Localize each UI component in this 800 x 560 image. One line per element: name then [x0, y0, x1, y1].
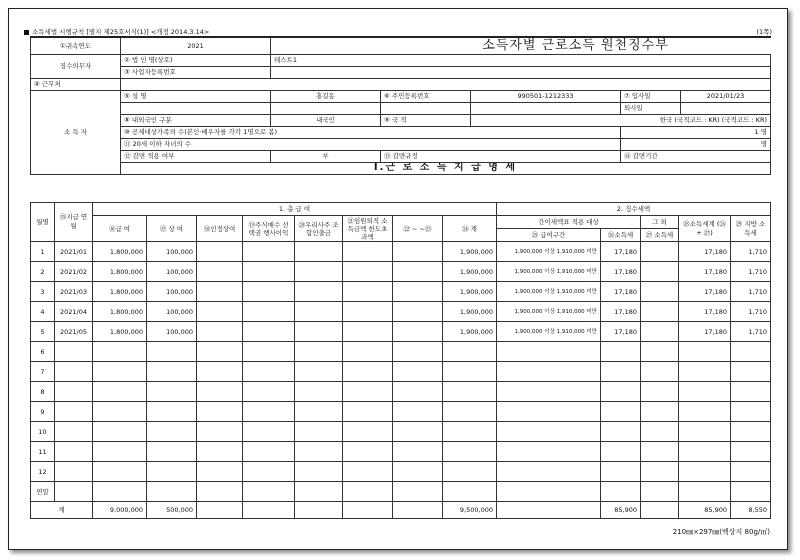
- cell-sum: [443, 462, 497, 482]
- cell-sum: [443, 422, 497, 442]
- total-local-tax: 8,550: [731, 502, 771, 519]
- cell-local: [731, 382, 771, 402]
- col-month: 월별: [31, 203, 55, 242]
- col-etc: ㉒ ~ ~㉓: [393, 216, 443, 242]
- col-other-tax: ㉗ 소득세: [641, 229, 679, 242]
- col-recognized-bonus: ⑱인정상여: [197, 216, 243, 242]
- cell-empty: [295, 402, 343, 422]
- reduction-label: ⑫ 감면 적용 여부: [121, 150, 271, 162]
- cell-range: [497, 342, 601, 362]
- cell-salary: [93, 462, 147, 482]
- table-row: [31, 262, 771, 282]
- cell-d: [55, 462, 93, 482]
- cell-empty: [243, 322, 295, 342]
- cell-m: 4: [31, 302, 55, 322]
- cell-m: 10: [31, 422, 55, 442]
- cell-salary: [93, 362, 147, 382]
- cell-empty: [197, 242, 243, 262]
- payer-section: 징수의무자: [31, 54, 121, 78]
- total-salary: 9,000,000: [93, 502, 147, 519]
- cell-empty: [393, 242, 443, 262]
- cell-d: [55, 402, 93, 422]
- cell-empty: [393, 442, 443, 462]
- cell-empty: [641, 342, 679, 362]
- cell-sum: [443, 482, 497, 502]
- cell-salary: 1,800,000: [93, 322, 147, 342]
- cell-d: 2021/05: [55, 322, 93, 342]
- cell-local: 1,710: [731, 322, 771, 342]
- company-name-value: 테스트1: [271, 54, 771, 66]
- cell-d: [55, 382, 93, 402]
- cell-bonus: [147, 482, 197, 502]
- cell-range: 1,900,000 이상 1,910,000 미만: [497, 282, 601, 302]
- cell-empty: [393, 462, 443, 482]
- cell-salary: 1,800,000: [93, 262, 147, 282]
- col-income-tax: ㉖소득세: [601, 229, 641, 242]
- cell-taxsum: [679, 362, 731, 382]
- cell-m: 연말: [31, 482, 55, 502]
- children-value: 명: [621, 138, 771, 150]
- cell-empty: [295, 342, 343, 362]
- cell-empty: [295, 382, 343, 402]
- cell-d: [55, 362, 93, 382]
- nationality-label: ⑨ 국 적: [381, 114, 471, 126]
- cell-empty: [641, 402, 679, 422]
- reduction-value: 부: [271, 150, 381, 162]
- cell-empty: [641, 422, 679, 442]
- cell-sum: 1,900,000: [443, 302, 497, 322]
- cell-range: 1,900,000 이상 1,910,000 미만: [497, 322, 601, 342]
- cell-m: 7: [31, 362, 55, 382]
- cell-bonus: [147, 382, 197, 402]
- cell-bonus: [147, 442, 197, 462]
- cell-tax: 17,180: [601, 282, 641, 302]
- cell-empty: [343, 402, 393, 422]
- cell-empty: [343, 302, 393, 322]
- cell-bonus: [147, 402, 197, 422]
- cell-tax: [601, 422, 641, 442]
- cell-empty: [243, 342, 295, 362]
- cell-taxsum: [679, 422, 731, 442]
- cell-tax: [601, 402, 641, 422]
- cell-local: [731, 482, 771, 502]
- payment-table: [30, 202, 771, 519]
- cell-salary: 1,800,000: [93, 242, 147, 262]
- cell-empty: [295, 422, 343, 442]
- cell-empty: [197, 262, 243, 282]
- table-row: [31, 302, 771, 322]
- cell-empty: [393, 322, 443, 342]
- cell-empty: [393, 482, 443, 502]
- col-bonus: ⑰ 상 여: [147, 216, 197, 242]
- square-bullet-icon: [24, 30, 29, 35]
- cell-empty: [343, 442, 393, 462]
- cell-empty: [393, 402, 443, 422]
- cell-taxsum: 17,180: [679, 262, 731, 282]
- cell-m: 1: [31, 242, 55, 262]
- year-label: ①귀속연도: [31, 37, 121, 54]
- cell-local: 1,710: [731, 242, 771, 262]
- cell-local: [731, 462, 771, 482]
- law-reference: [24, 27, 209, 36]
- cell-empty: [393, 342, 443, 362]
- resident-type-label: ⑧ 내외국인 구분: [121, 114, 271, 126]
- total-tax-sum: 85,900: [679, 502, 731, 519]
- cell-empty: [295, 442, 343, 462]
- cell-empty: [343, 462, 393, 482]
- cell-d: 2021/04: [55, 302, 93, 322]
- cell-local: 1,710: [731, 302, 771, 322]
- cell-d: 2021/01: [55, 242, 93, 262]
- info-table: [30, 36, 771, 175]
- cell-empty: [393, 282, 443, 302]
- cell-taxsum: 17,180: [679, 302, 731, 322]
- resident-id-value: 990501-1212333: [471, 90, 621, 102]
- cell-range: [497, 402, 601, 422]
- col-exec-retire: ㉑임원퇴직 소득금액 한도초과액: [343, 216, 393, 242]
- cell-empty: [393, 262, 443, 282]
- cell-m: 2: [31, 262, 55, 282]
- cell-empty: [243, 402, 295, 422]
- cell-taxsum: [679, 402, 731, 422]
- cell-salary: [93, 422, 147, 442]
- cell-range: [497, 422, 601, 442]
- cell-sum: 1,900,000: [443, 282, 497, 302]
- cell-sum: [443, 382, 497, 402]
- col-tax-sum: ㉘소득세계 (㉖ + ㉗): [679, 216, 731, 242]
- table-row: [31, 362, 771, 382]
- cell-bonus: [147, 422, 197, 442]
- cell-local: [731, 362, 771, 382]
- cell-local: [731, 342, 771, 362]
- cell-empty: [295, 302, 343, 322]
- cell-empty: [343, 262, 393, 282]
- cell-d: [55, 342, 93, 362]
- cell-empty: [393, 362, 443, 382]
- cell-empty: [243, 442, 295, 462]
- cell-empty: [243, 482, 295, 502]
- cell-empty: [197, 342, 243, 362]
- cell-sum: [443, 402, 497, 422]
- cell-tax: 17,180: [601, 262, 641, 282]
- cell-bonus: [147, 462, 197, 482]
- cell-salary: 1,800,000: [93, 302, 147, 322]
- total-sum: 9,500,000: [443, 502, 497, 519]
- cell-m: 8: [31, 382, 55, 402]
- cell-d: [55, 442, 93, 462]
- cell-empty: [641, 302, 679, 322]
- cell-sum: 1,900,000: [443, 322, 497, 342]
- table-row: [31, 322, 771, 342]
- cell-empty: [343, 282, 393, 302]
- col-group-tax: 2. 징수세액: [497, 203, 771, 216]
- table-row: [31, 442, 771, 462]
- cell-tax: 17,180: [601, 242, 641, 262]
- cell-range: [497, 482, 601, 502]
- table-row: [31, 242, 771, 262]
- cell-empty: [343, 422, 393, 442]
- cell-empty: [197, 362, 243, 382]
- table-row: [31, 282, 771, 302]
- cell-empty: [295, 362, 343, 382]
- total-income-tax: 85,900: [601, 502, 641, 519]
- section-title: Ⅰ.근 로 소 득 지 급 명 세: [121, 162, 771, 174]
- cell-tax: [601, 462, 641, 482]
- earner-name-value: 홍길동: [271, 90, 381, 102]
- cell-taxsum: [679, 382, 731, 402]
- resident-type-value: 내국인: [271, 114, 381, 126]
- cell-empty: [243, 382, 295, 402]
- page-indicator: (1쪽): [756, 28, 772, 36]
- cell-empty: [197, 482, 243, 502]
- col-group-total: 1. 총 급 여: [93, 203, 497, 216]
- cell-sum: [443, 442, 497, 462]
- biz-number-value: [271, 66, 771, 78]
- cell-empty: [197, 282, 243, 302]
- paper-spec: 210㎜×297㎜(백상지 80g/㎡): [672, 528, 770, 536]
- cell-taxsum: 17,180: [679, 322, 731, 342]
- reduction-period-label: ⑭ 감면기간: [621, 150, 771, 162]
- cell-empty: [243, 282, 295, 302]
- leave-date-value: [681, 102, 771, 114]
- col-stock-option: ⑲주식매수 선택권 행사이익: [243, 216, 295, 242]
- children-label: ⑪ 20세 이하 자녀의 수: [121, 138, 621, 150]
- cell-salary: [93, 402, 147, 422]
- table-row: [31, 482, 771, 502]
- table-row: [31, 342, 771, 362]
- cell-empty: [343, 362, 393, 382]
- cell-empty: [197, 442, 243, 462]
- col-sum: ㉔ 계: [443, 216, 497, 242]
- company-name-label: ② 법 인 명(상호): [121, 54, 271, 66]
- cell-empty: [641, 362, 679, 382]
- col-esop: ⑳우리사주 조합인출금: [295, 216, 343, 242]
- col-paydate: ⑮지급 연월: [55, 203, 93, 242]
- cell-range: [497, 462, 601, 482]
- cell-empty: [243, 242, 295, 262]
- cell-d: 2021/03: [55, 282, 93, 302]
- cell-empty: [641, 282, 679, 302]
- cell-m: 3: [31, 282, 55, 302]
- year-value: 2021: [121, 37, 271, 54]
- cell-empty: [343, 482, 393, 502]
- cell-bonus: 100,000: [147, 282, 197, 302]
- cell-salary: 1,800,000: [93, 282, 147, 302]
- cell-d: [55, 482, 93, 502]
- workplace-value: [121, 78, 771, 90]
- cell-salary: [93, 442, 147, 462]
- form-title: 소득자별 근로소득 원천징수부: [482, 37, 669, 53]
- join-date-label: ⑦ 입사일: [621, 90, 681, 102]
- cell-empty: [641, 262, 679, 282]
- cell-empty: [295, 482, 343, 502]
- table-row: [31, 402, 771, 422]
- col-local-tax: ㉙ 지방 소득세: [731, 216, 771, 242]
- cell-m: 6: [31, 342, 55, 362]
- cell-empty: [343, 322, 393, 342]
- cell-range: 1,900,000 이상 1,910,000 미만: [497, 262, 601, 282]
- cell-taxsum: 17,180: [679, 282, 731, 302]
- cell-sum: [443, 362, 497, 382]
- cell-taxsum: [679, 482, 731, 502]
- dependents-value: 1 명: [621, 126, 771, 138]
- cell-bonus: [147, 342, 197, 362]
- cell-tax: [601, 382, 641, 402]
- cell-tax: [601, 362, 641, 382]
- cell-taxsum: 17,180: [679, 242, 731, 262]
- cell-salary: [93, 482, 147, 502]
- cell-m: 5: [31, 322, 55, 342]
- cell-taxsum: [679, 462, 731, 482]
- cell-empty: [197, 422, 243, 442]
- cell-local: [731, 422, 771, 442]
- workplace-label: ④ 근무처: [31, 78, 121, 90]
- cell-tax: [601, 442, 641, 462]
- leave-date-label: 퇴사일: [621, 102, 681, 114]
- cell-tax: 17,180: [601, 322, 641, 342]
- cell-empty: [641, 382, 679, 402]
- cell-d: 2021/02: [55, 262, 93, 282]
- cell-empty: [197, 462, 243, 482]
- total-label: 계: [31, 502, 93, 519]
- cell-local: 1,710: [731, 282, 771, 302]
- col-salary: ⑯급 여: [93, 216, 147, 242]
- earner-section: 소 득 자: [31, 90, 121, 174]
- cell-empty: [295, 462, 343, 482]
- table-row: [31, 382, 771, 402]
- biz-number-label: ③ 사업자등록번호: [121, 66, 271, 78]
- col-pay-range: ㉕ 급여구간: [497, 229, 601, 242]
- cell-empty: [641, 462, 679, 482]
- cell-taxsum: [679, 342, 731, 362]
- cell-empty: [295, 322, 343, 342]
- cell-empty: [393, 422, 443, 442]
- cell-tax: [601, 342, 641, 362]
- cell-tax: [601, 482, 641, 502]
- dependents-label: ⑩ 공제대상가족의 수(본인·배우자를 각각 1명으로 봄): [121, 126, 621, 138]
- cell-bonus: 100,000: [147, 302, 197, 322]
- reduction-rule-label: ⑬ 감면규정: [381, 150, 621, 162]
- cell-range: [497, 442, 601, 462]
- cell-empty: [343, 382, 393, 402]
- law-reference-text: 소득세법 시행규칙 [별지 제25호서식(1)] <개정 2014.3.14>: [32, 28, 210, 36]
- cell-local: [731, 442, 771, 462]
- cell-m: 11: [31, 442, 55, 462]
- cell-d: [55, 422, 93, 442]
- cell-empty: [641, 322, 679, 342]
- cell-empty: [243, 362, 295, 382]
- col-simple-table: 간이세액표 적용 대상: [497, 216, 641, 229]
- table-row: [31, 462, 771, 482]
- cell-empty: [641, 442, 679, 462]
- cell-local: 1,710: [731, 262, 771, 282]
- cell-empty: [243, 262, 295, 282]
- cell-tax: 17,180: [601, 302, 641, 322]
- cell-taxsum: [679, 442, 731, 462]
- cell-empty: [197, 302, 243, 322]
- cell-bonus: [147, 362, 197, 382]
- cell-empty: [197, 382, 243, 402]
- cell-empty: [343, 242, 393, 262]
- cell-empty: [343, 342, 393, 362]
- cell-bonus: 100,000: [147, 242, 197, 262]
- cell-empty: [243, 422, 295, 442]
- cell-empty: [393, 302, 443, 322]
- nationality-value: 한국 (국적코드 : KR) (국적코드 : KR): [471, 114, 771, 126]
- cell-range: [497, 382, 601, 402]
- earner-name-label: ⑤ 성 명: [121, 90, 271, 102]
- cell-m: 12: [31, 462, 55, 482]
- cell-local: [731, 402, 771, 422]
- cell-bonus: 100,000: [147, 262, 197, 282]
- cell-empty: [295, 262, 343, 282]
- cell-empty: [197, 402, 243, 422]
- cell-range: [497, 362, 601, 382]
- cell-salary: [93, 342, 147, 362]
- cell-sum: 1,900,000: [443, 262, 497, 282]
- total-bonus: 500,000: [147, 502, 197, 519]
- resident-id-label: ⑥ 주민등록번호: [381, 90, 471, 102]
- cell-empty: [243, 302, 295, 322]
- cell-salary: [93, 382, 147, 402]
- cell-sum: 1,900,000: [443, 242, 497, 262]
- cell-empty: [243, 462, 295, 482]
- cell-m: 9: [31, 402, 55, 422]
- col-other: 그 외: [641, 216, 679, 229]
- cell-range: 1,900,000 이상 1,910,000 미만: [497, 242, 601, 262]
- cell-sum: [443, 342, 497, 362]
- cell-range: 1,900,000 이상 1,910,000 미만: [497, 302, 601, 322]
- table-row: [31, 422, 771, 442]
- cell-empty: [295, 282, 343, 302]
- cell-empty: [641, 242, 679, 262]
- cell-empty: [393, 382, 443, 402]
- cell-empty: [197, 322, 243, 342]
- join-date-value: 2021/01/23: [681, 90, 771, 102]
- cell-bonus: 100,000: [147, 322, 197, 342]
- cell-empty: [295, 242, 343, 262]
- cell-empty: [641, 482, 679, 502]
